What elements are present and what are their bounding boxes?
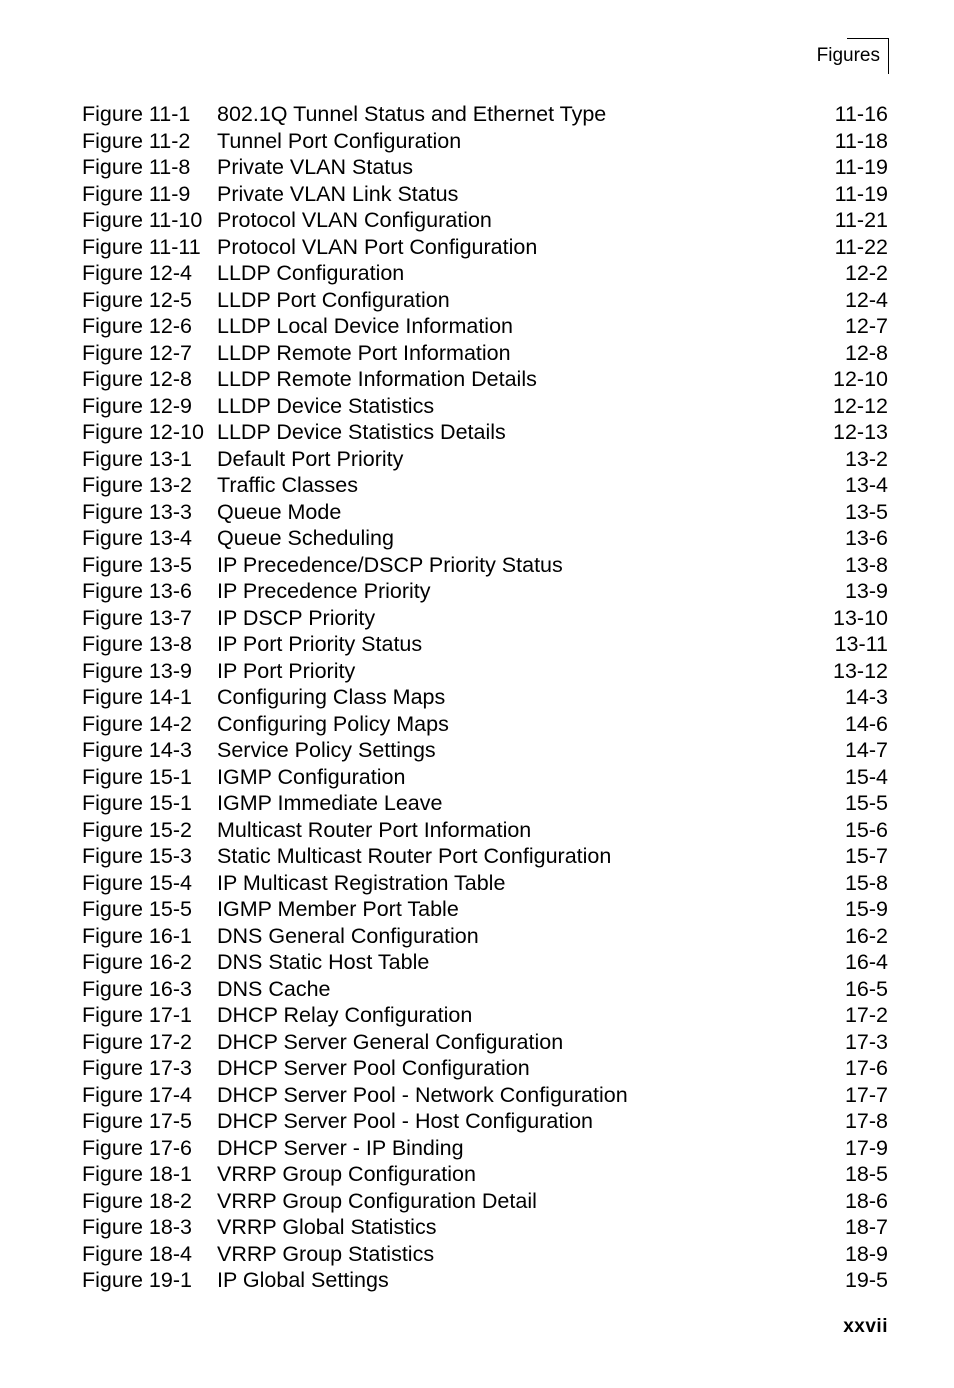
figure-title: Service Policy Settings (217, 738, 436, 762)
figure-number: Figure 12-7 (82, 340, 192, 365)
header-label: Figures (816, 45, 880, 66)
list-item[interactable] (82, 790, 888, 817)
figure-title: Protocol VLAN Port Configuration (217, 234, 538, 259)
figure-number: Figure 17-2 (82, 1029, 192, 1054)
figure-page-ref: 12-4 (844, 287, 888, 312)
figure-number: Figure 14-3 (82, 738, 192, 762)
list-item[interactable] (82, 446, 888, 473)
figure-title: DNS Static Host Table (217, 950, 430, 974)
figure-page-ref: 17-9 (844, 1135, 888, 1160)
figure-page-ref: 18-9 (844, 1241, 888, 1266)
figure-title: IP DSCP Priority (217, 605, 376, 630)
list-item[interactable] (82, 366, 888, 393)
list-item[interactable] (82, 393, 888, 420)
list-item[interactable] (82, 552, 888, 579)
figure-title: LLDP Device Statistics Details (217, 420, 506, 444)
figure-page-ref: 13-6 (844, 526, 888, 550)
list-item[interactable] (82, 287, 888, 314)
list-item[interactable] (82, 711, 888, 738)
figure-number: Figure 17-6 (82, 1135, 192, 1160)
list-item[interactable] (82, 419, 888, 446)
running-header (817, 38, 889, 74)
figure-title: Queue Mode (217, 499, 342, 524)
list-item[interactable] (82, 658, 888, 685)
figure-number: Figure 12-4 (82, 261, 192, 285)
figure-page-ref: 11-19 (834, 181, 888, 206)
figure-title: Configuring Class Maps (217, 685, 446, 709)
figure-title: DHCP Server Pool - Host Configuration (217, 1109, 594, 1133)
list-item[interactable] (82, 1002, 888, 1029)
list-item[interactable] (82, 1188, 888, 1215)
figure-number: Figure 18-3 (82, 1215, 192, 1239)
list-item[interactable] (82, 764, 888, 791)
figure-title: Multicast Router Port Information (217, 817, 532, 842)
figure-number: Figure 12-8 (82, 367, 192, 391)
figure-number: Figure 11-8 (82, 155, 191, 179)
list-item[interactable] (82, 1135, 888, 1162)
figure-title: Private VLAN Link Status (217, 181, 459, 206)
list-item[interactable] (82, 843, 888, 870)
figure-page-ref: 11-18 (834, 128, 888, 153)
figure-number: Figure 13-8 (82, 632, 192, 656)
list-item[interactable] (82, 340, 888, 367)
figure-page-ref: 17-3 (844, 1029, 888, 1054)
figure-number: Figure 11-2 (82, 128, 191, 153)
figure-title: IP Precedence/DSCP Priority Status (217, 552, 563, 577)
figure-title: Configuring Policy Maps (217, 711, 449, 736)
figure-title: Tunnel Port Configuration (217, 128, 462, 153)
figure-page-ref: 13-11 (834, 632, 888, 656)
figure-title: VRRP Group Statistics (217, 1241, 435, 1266)
list-item[interactable] (82, 817, 888, 844)
figure-number: Figure 13-1 (82, 446, 192, 471)
figure-title: IGMP Configuration (217, 764, 406, 789)
figure-number: Figure 17-3 (82, 1056, 192, 1080)
figure-title: LLDP Local Device Information (217, 314, 513, 338)
figure-number: Figure 11-9 (82, 181, 191, 206)
figure-number: Figure 19-1 (82, 1268, 192, 1292)
figure-page-ref: 18-5 (844, 1162, 888, 1186)
figure-page-ref: 12-10 (833, 367, 888, 391)
figure-title: DHCP Server Pool - Network Configuration (217, 1082, 628, 1107)
list-item[interactable] (82, 923, 888, 950)
figure-page-ref: 11-22 (834, 234, 888, 259)
list-item[interactable] (82, 684, 888, 711)
figure-number: Figure 17-1 (82, 1003, 192, 1027)
list-item[interactable] (82, 605, 888, 632)
list-item[interactable] (82, 260, 888, 287)
figure-title: LLDP Port Configuration (217, 287, 450, 312)
figure-number: Figure 13-2 (82, 473, 192, 497)
figure-title: LLDP Device Statistics (217, 393, 435, 418)
figure-page-ref: 12-8 (844, 340, 888, 365)
figure-page-ref: 14-3 (844, 685, 888, 709)
figure-number: Figure 12-10 (82, 420, 204, 444)
list-item[interactable] (82, 1029, 888, 1056)
figure-number: Figure 18-4 (82, 1241, 192, 1266)
figure-number: Figure 17-4 (82, 1082, 192, 1107)
figure-title: LLDP Remote Port Information (217, 340, 511, 365)
figure-title: VRRP Group Configuration Detail (217, 1188, 537, 1213)
figure-number: Figure 14-2 (82, 711, 192, 736)
figure-title: Traffic Classes (217, 473, 358, 497)
list-item[interactable] (82, 207, 888, 234)
figure-page-ref: 18-7 (844, 1215, 888, 1239)
figure-title: IP Precedence Priority (217, 579, 431, 603)
list-item[interactable] (82, 1241, 888, 1268)
figure-number: Figure 18-2 (82, 1188, 192, 1213)
figure-title: VRRP Group Configuration (217, 1162, 476, 1186)
figure-title: 802.1Q Tunnel Status and Ethernet Type (217, 102, 607, 126)
figure-title: Protocol VLAN Configuration (217, 208, 492, 232)
figure-number: Figure 16-3 (82, 976, 192, 1001)
figure-page-ref: 17-8 (844, 1109, 888, 1133)
figure-page-ref: 17-7 (844, 1082, 888, 1107)
figure-number: Figure 15-4 (82, 870, 192, 895)
figure-title: DHCP Server Pool Configuration (217, 1056, 530, 1080)
figure-page-ref: 16-2 (844, 923, 888, 948)
figure-number: Figure 13-5 (82, 552, 192, 577)
figure-page-ref: 11-19 (834, 155, 888, 179)
list-item[interactable] (82, 1108, 888, 1135)
figure-page-ref: 15-4 (844, 764, 888, 789)
list-item[interactable] (82, 631, 888, 658)
figure-number: Figure 12-5 (82, 287, 192, 312)
figure-page-ref: 14-6 (844, 711, 888, 736)
figure-number: Figure 11-1 (82, 102, 191, 126)
list-item[interactable] (82, 128, 888, 155)
figure-number: Figure 18-1 (82, 1162, 192, 1186)
figure-page-ref: 11-16 (834, 102, 888, 126)
list-item[interactable] (82, 234, 888, 261)
figure-number: Figure 15-5 (82, 897, 192, 921)
list-item[interactable] (82, 1161, 888, 1188)
figure-page-ref: 15-5 (844, 791, 888, 815)
figure-title: VRRP Global Statistics (217, 1215, 437, 1239)
list-item[interactable] (82, 154, 888, 181)
figure-page-ref: 13-5 (844, 499, 888, 524)
list-item[interactable] (82, 499, 888, 526)
figure-title: Static Multicast Router Port Configuration (217, 844, 612, 868)
figure-title: DNS General Configuration (217, 923, 479, 948)
figure-page-ref: 12-12 (833, 393, 888, 418)
list-item[interactable] (82, 101, 888, 128)
list-item[interactable] (82, 313, 888, 340)
figure-number: Figure 15-2 (82, 817, 192, 842)
figure-page-ref: 18-6 (844, 1188, 888, 1213)
figure-number: Figure 14-1 (82, 685, 192, 709)
figure-number: Figure 11-10 (82, 208, 203, 232)
figure-page-ref: 12-13 (833, 420, 888, 444)
figure-page-ref: 13-4 (844, 473, 888, 497)
figure-page-ref: 13-2 (844, 446, 888, 471)
figure-title: IGMP Immediate Leave (217, 791, 443, 815)
figure-page-ref: 16-4 (844, 950, 888, 974)
figure-page-ref: 13-8 (844, 552, 888, 577)
figure-page-ref: 13-10 (833, 605, 888, 630)
list-item[interactable] (82, 1214, 888, 1241)
figure-page-ref: 15-7 (844, 844, 888, 868)
figure-title: IP Multicast Registration Table (217, 870, 506, 895)
figure-page-ref: 12-2 (844, 261, 888, 285)
figure-page-ref: 14-7 (844, 738, 888, 762)
figure-number: Figure 12-9 (82, 393, 192, 418)
figure-number: Figure 16-2 (82, 950, 192, 974)
figure-title: Queue Scheduling (217, 526, 394, 550)
figure-title: IP Port Priority Status (217, 632, 423, 656)
list-item[interactable] (82, 949, 888, 976)
list-item[interactable] (82, 1267, 888, 1294)
figure-page-ref: 19-5 (844, 1268, 888, 1292)
figure-page-ref: 11-21 (834, 208, 888, 232)
list-item[interactable] (82, 870, 888, 897)
figure-page-ref: 17-6 (844, 1056, 888, 1080)
figure-page-ref: 13-12 (833, 658, 888, 683)
figure-number: Figure 15-3 (82, 844, 192, 868)
figure-title: LLDP Configuration (217, 261, 405, 285)
figure-title: DHCP Server - IP Binding (217, 1135, 464, 1160)
figure-title: IP Global Settings (217, 1268, 389, 1292)
figure-title: IGMP Member Port Table (217, 897, 459, 921)
list-item[interactable] (82, 1055, 888, 1082)
figure-page-ref: 15-8 (844, 870, 888, 895)
list-item[interactable] (82, 737, 888, 764)
figure-number: Figure 13-4 (82, 526, 192, 550)
list-item[interactable] (82, 181, 888, 208)
figure-number: Figure 11-11 (82, 234, 201, 259)
figure-title: DHCP Server General Configuration (217, 1029, 564, 1054)
list-item[interactable] (82, 525, 888, 552)
figure-number: Figure 13-9 (82, 658, 192, 683)
list-item[interactable] (82, 1082, 888, 1109)
figure-number: Figure 16-1 (82, 923, 192, 948)
list-item[interactable] (82, 976, 888, 1003)
list-item[interactable] (82, 896, 888, 923)
figure-number: Figure 13-3 (82, 499, 192, 524)
figure-title: Default Port Priority (217, 446, 404, 471)
figure-page-ref: 16-5 (844, 976, 888, 1001)
figure-page-ref: 13-9 (844, 579, 888, 603)
list-item[interactable] (82, 578, 888, 605)
figure-page-ref: 15-6 (844, 817, 888, 842)
figure-title: Private VLAN Status (217, 155, 413, 179)
figure-page-ref: 12-7 (844, 314, 888, 338)
figure-page-ref: 17-2 (844, 1003, 888, 1027)
figure-number: Figure 15-1 (82, 791, 192, 815)
figure-title: DNS Cache (217, 976, 331, 1001)
figure-number: Figure 15-1 (82, 764, 192, 789)
figure-page-ref: 15-9 (844, 897, 888, 921)
figure-number: Figure 13-7 (82, 605, 192, 630)
figure-title: IP Port Priority (217, 658, 356, 683)
figure-title: DHCP Relay Configuration (217, 1003, 473, 1027)
list-item[interactable] (82, 472, 888, 499)
figure-number: Figure 12-6 (82, 314, 192, 338)
list-of-figures (82, 101, 888, 1294)
figure-number: Figure 13-6 (82, 579, 192, 603)
figure-title: LLDP Remote Information Details (217, 367, 537, 391)
page-number: xxvii (843, 1316, 888, 1337)
figure-number: Figure 17-5 (82, 1109, 192, 1133)
